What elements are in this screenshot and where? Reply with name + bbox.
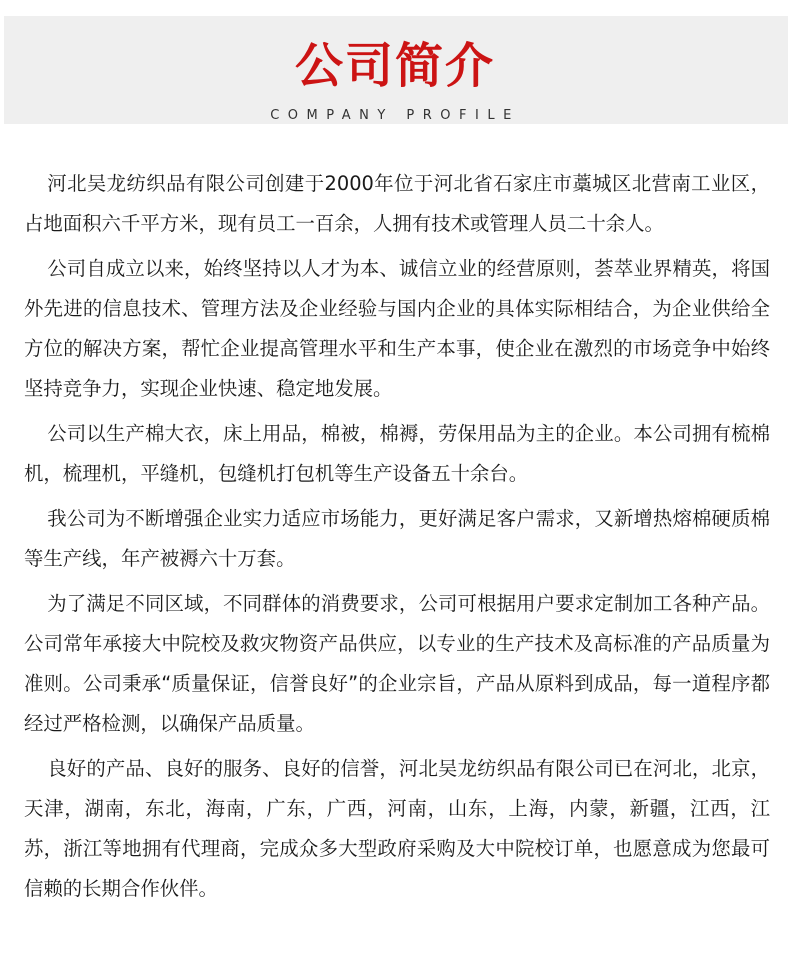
paragraph-intro: 河北吴龙纺织品有限公司创建于2000年位于河北省石家庄市藁城区北营南工业区，占地面积六千平方米，现有员工一百余，人拥有技术或管理人员二十余人。 <box>24 172 770 235</box>
paragraph-capacity: 我公司为不断增强企业实力适应市场能力，更好满足客户需求，又新增热熔棉硬质棉等生产线，年产被褥六十万套。 <box>24 507 770 570</box>
company-profile-body <box>24 164 770 914</box>
page-subtitle: COMPANY PROFILE <box>270 108 520 123</box>
paragraph-products: 公司以生产棉大衣，床上用品，棉被，棉褥，劳保用品为主的企业。本公司拥有梳棉机，梳理机，平缝机，包缝机打包机等生产设备五十余台。 <box>24 422 770 485</box>
paragraph-principles: 公司自成立以来，始终坚持以人才为本、诚信立业的经营原则，荟萃业界精英，将国外先进的信息技术、管理方法及企业经验与国内企业的具体实际相结合，为企业供给全方位的解决方案，帮忙企业提高管理水平和生产本事，使企业在激烈的市场竞争中始终坚持竞争力，实现企业快速、稳定地发展。 <box>24 257 770 400</box>
page-title: 公司简介 <box>294 38 495 94</box>
paragraph-agents: 良好的产品、良好的服务、良好的信誉，河北吴龙纺织品有限公司已在河北，北京，天津，湖南，东北，海南，广东，广西，河南，山东，上海，内蒙，新疆，江西，江苏，浙江等地拥有代理商，完成众多大型政府采购及大中院校订单，也愿意成为您最可信赖的长期合作伙伴。 <box>24 757 770 900</box>
paragraph-customization: 为了满足不同区域，不同群体的消费要求，公司可根据用户要求定制加工各种产品。公司常年承接大中院校及救灾物资产品供应，以专业的生产技术及高标准的产品质量为准则。公司秉承“质量保证，信誉良好”的企业宗旨，产品从原料到成品，每一道程序都经过严格检测，以确保产品质量。 <box>24 592 770 735</box>
